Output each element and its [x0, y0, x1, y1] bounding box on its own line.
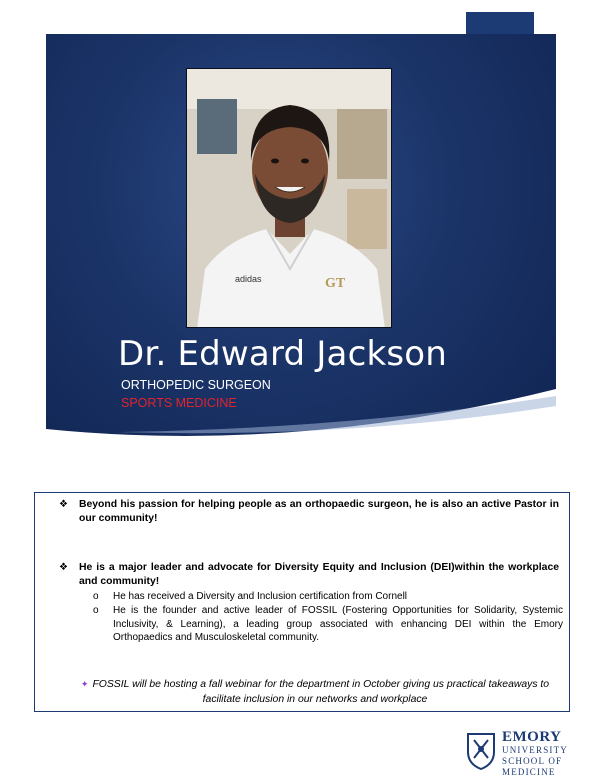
- info-box: [34, 492, 570, 712]
- sub-bullet-text: He has received a Diversity and Inclusion certification from Cornell: [113, 591, 408, 602]
- doctor-specialty: SPORTS MEDICINE: [121, 396, 237, 410]
- svg-text:GT: GT: [325, 276, 346, 291]
- emory-logo-text: [502, 730, 568, 778]
- diamond-bullet-icon: ❖: [59, 562, 68, 573]
- logo-line-university: UNIVERSITY: [502, 745, 568, 755]
- logo-line-emory: EMORY: [502, 729, 562, 745]
- profile-photo: [186, 68, 392, 328]
- bullet-text: He is a major leader and advocate for Diversity Equity and Inclusion (DEI)within the workplace and community!: [79, 562, 559, 587]
- doctor-title: ORTHOPEDIC SURGEON: [121, 378, 271, 392]
- logo-line-school-of: SCHOOL OF: [502, 756, 563, 766]
- svg-text:adidas: adidas: [235, 274, 262, 284]
- sub-bullet-text: He is the founder and active leader of FOSSIL (Fostering Opportunities for Solidarity, Systemic Inclusivity, & Learning), a leading group associated with enhancing DEI within the Emory Orthopaedics and Musculoskeletal community.: [113, 605, 563, 643]
- circle-bullet-icon: o: [93, 591, 99, 602]
- bullet-text: Beyond his passion for helping people as an orthopaedic surgeon, he is also an active Pastor in our community!: [79, 499, 559, 524]
- circle-bullet-icon: o: [93, 605, 99, 616]
- logo-line-medicine: MEDICINE: [502, 767, 556, 777]
- doctor-name: Dr. Edward Jackson: [118, 334, 448, 374]
- star-bullet-icon: ✦: [80, 679, 89, 689]
- webinar-note-text: FOSSIL will be hosting a fall webinar for the department in October giving us practical takeaways to facilitate inclusion in our networks and workplace: [92, 679, 550, 705]
- diamond-bullet-icon: ❖: [59, 499, 68, 510]
- header-banner: [46, 34, 556, 468]
- bullet-pastor: [59, 498, 559, 526]
- sub-bullet-cornell: [93, 590, 563, 604]
- webinar-note: [75, 677, 555, 707]
- sub-bullet-fossil: [93, 604, 563, 645]
- bullet-dei: [59, 561, 559, 589]
- emory-logo: [466, 730, 566, 776]
- emory-shield-icon: [466, 732, 496, 770]
